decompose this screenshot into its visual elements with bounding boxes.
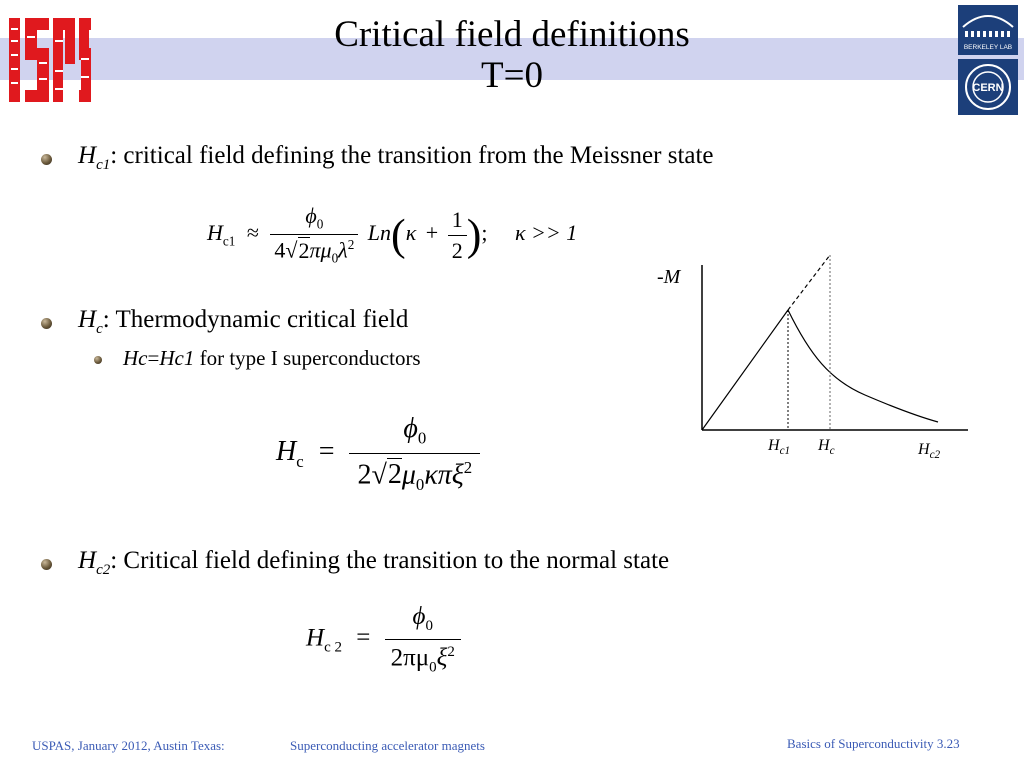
bullet-marker (41, 318, 52, 329)
x-label-hc: $H_c$ (818, 437, 835, 458)
title-line-1: Critical field definitions (334, 14, 690, 55)
bullet-marker (41, 559, 52, 570)
bullet-hc: $H_c$: Thermodynamic critical field (78, 306, 409, 337)
cern-logo (958, 59, 1018, 115)
magnetization-diagram (650, 245, 980, 460)
sub-bullet-marker (94, 356, 102, 364)
mixed-state-curve (788, 310, 938, 422)
extrapolated-line (788, 255, 830, 310)
uspas-logo (7, 10, 93, 110)
sub-bullet-type1: Hc=Hc1 for type I superconductors (123, 346, 421, 370)
meissner-line (702, 310, 788, 430)
title-line-2: T=0 (481, 55, 543, 96)
y-axis-label: -M (657, 266, 681, 288)
equation-hc1: $H_{c1}$ ≈ $\frac{\phi_0}{4√2\pi\mu_0\lambda^2}$ Ln(κ + $\frac{1}{2}$ ); κ >> 1 (207, 203, 578, 267)
x-label-hc1: $H_{c1}$ (768, 437, 791, 458)
half-fraction: $\frac{1}{2}$ (448, 207, 467, 264)
bullet-hc2: $H_{c2}$: Critical field defining the transition to the normal state (78, 547, 670, 578)
hc-fraction: $\frac{\phi_0}{2√2\mu_0\kappa\pi\xi^2}$ (349, 413, 480, 495)
footer-center: Superconducting accelerator magnets (290, 738, 485, 753)
footer-right: Basics of Superconductivity 3.23 (787, 736, 960, 751)
equation-hc: $H_c$ = $\frac{\phi_0}{2√2\mu_0\kappa\pi\xi^2}$ (276, 413, 480, 495)
svg-text:BERKELEY LAB: BERKELEY LAB (963, 44, 1013, 51)
partner-logos (957, 5, 1019, 115)
svg-text:CERN: CERN (972, 82, 1004, 94)
slide-title (160, 14, 864, 96)
hc2-fraction: $\frac{\phi_0}{2\pi\mu_0\xi^2}$ (385, 603, 461, 676)
hc1-fraction: $\frac{\phi_0}{4√2\pi\mu_0\lambda^2}$ (270, 203, 358, 267)
bullet-marker (41, 154, 52, 165)
footer-left: USPAS, January 2012, Austin Texas: (32, 738, 225, 753)
equation-hc2: $H_{c 2}$ = $\frac{\phi_0}{2\pi\mu_0\xi^2}$ (306, 603, 461, 676)
x-label-hc2: $H_{c2}$ (918, 441, 941, 462)
berkeley-lab-logo (958, 5, 1018, 55)
bullet-hc1: $H_{c1}$: critical field defining the transition from the Meissner state (78, 142, 714, 173)
